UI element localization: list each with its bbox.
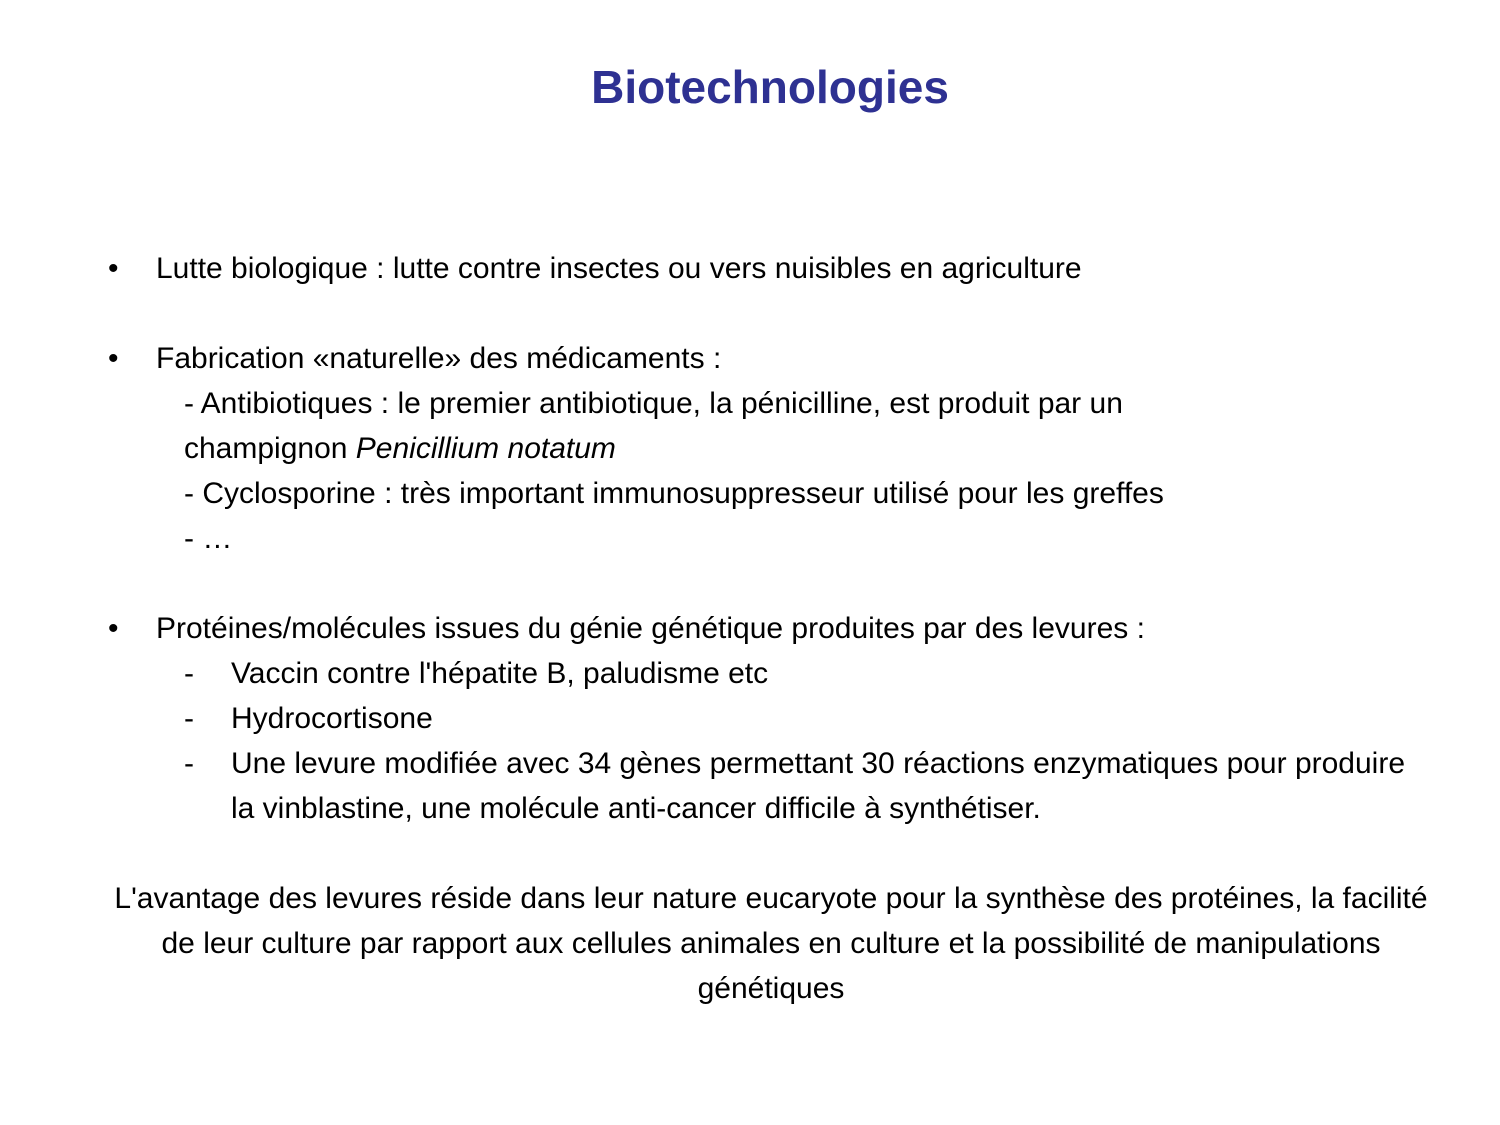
list-item-text: Hydrocortisone [231,702,433,735]
species-name: Penicillium notatum [355,432,616,465]
list-item [108,696,1428,741]
bullet-biological-control [108,246,1428,291]
sub-line-text: champignon [184,432,356,465]
bullet-text: Protéines/molécules issues du génie génétique produites par des levures : [156,612,1145,645]
bullet-icon: • [108,342,119,375]
slide-content [108,246,1428,831]
list-item [108,741,1428,831]
bullet-yeast-proteins [108,606,1428,651]
list-item [108,651,1428,696]
bullet-medicines [108,336,1428,381]
list-item-text: Vaccin contre l'hépatite B, paludisme etc [231,657,769,690]
bullet-text: Fabrication «naturelle» des médicaments : [156,342,722,375]
conclusion-text: L'avantage des levures réside dans leur nature eucaryote pour la synthèse des protéines, la facilité de leur culture par rapport aux cellules animales en culture et la possibilité de manipulations génétiques [114,882,1428,1005]
dash-icon: - [184,657,194,690]
spacer [108,291,1428,336]
bullet-icon: • [108,252,119,285]
list-item-text: Une levure modifiée avec 34 gènes permettant 30 réactions enzymatiques pour produire la vinblastine, une molécule anti-cancer difficile à synthétiser. [231,747,1406,825]
sub-line-cyclosporine: - Cyclosporine : très important immunosuppresseur utilisé pour les greffes [184,477,1164,510]
dash-icon: - [184,702,194,735]
sub-line-antibiotics-cont [108,426,1428,471]
dash-icon: - [184,747,194,780]
bullet-text: Lutte biologique : lutte contre insectes ou vers nuisibles en agriculture [156,252,1082,285]
bullet-icon: • [108,612,119,645]
sub-line-etc: - … [184,522,233,555]
slide-title: Biotechnologies [591,61,949,113]
sub-line-antibiotics: - Antibiotiques : le premier antibiotique, la pénicilline, est produit par un [184,387,1123,420]
spacer [108,561,1428,606]
